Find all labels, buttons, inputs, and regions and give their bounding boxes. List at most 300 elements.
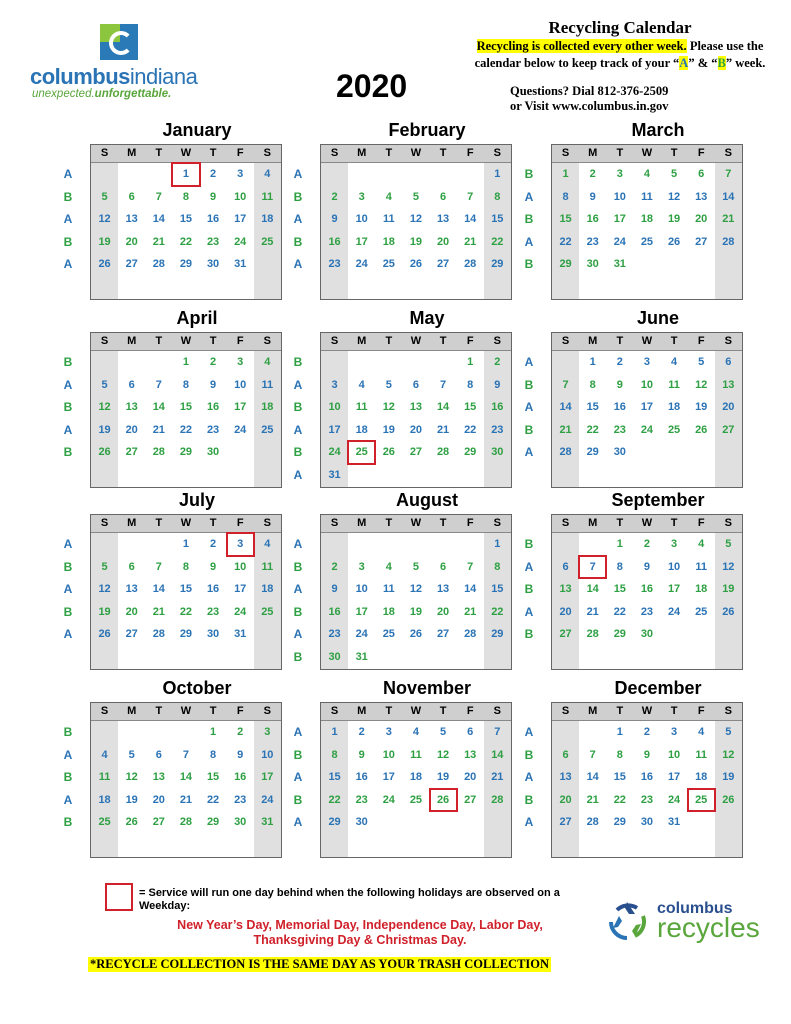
day-number: 22: [491, 605, 504, 618]
day-header: S: [493, 335, 501, 347]
day-header: T: [385, 517, 393, 529]
day-number: 8: [467, 378, 474, 391]
empty-day: [348, 163, 375, 186]
week-row: [63, 374, 281, 397]
day-cell: [91, 231, 118, 254]
day-number: 24: [355, 258, 368, 271]
day-cell: [145, 578, 172, 601]
week-letter: B: [524, 627, 534, 642]
month-title: January: [162, 120, 232, 140]
day-number: 18: [261, 583, 274, 596]
day-number: 26: [409, 628, 423, 641]
day-number: 16: [206, 401, 220, 414]
day-number: 25: [98, 816, 111, 829]
day-cell: [606, 374, 633, 397]
day-cell: [484, 744, 511, 767]
month-title: May: [409, 308, 445, 328]
day-cell: [227, 721, 254, 744]
day-cell: [661, 721, 688, 744]
day-cell: [457, 766, 484, 789]
day-number: 26: [382, 446, 395, 459]
day-number: 19: [125, 793, 138, 806]
day-number: 17: [234, 401, 247, 414]
day-number: 3: [331, 378, 338, 391]
day-cell: [145, 253, 172, 276]
day-cell: [633, 419, 660, 442]
day-number: 5: [385, 378, 392, 391]
day-header: T: [616, 147, 624, 159]
day-number: 8: [616, 560, 623, 573]
day-number: 20: [125, 423, 138, 436]
day-number: 14: [464, 583, 477, 596]
day-cell: [227, 231, 254, 254]
day-header: T: [385, 147, 393, 159]
day-number: 19: [667, 213, 681, 226]
day-number: 9: [494, 378, 501, 391]
day-cell: [172, 601, 199, 624]
empty-day: [145, 533, 172, 556]
holiday-list-line2: Thanksgiving Day & Christmas Day.: [253, 933, 467, 947]
day-cell: [348, 556, 375, 579]
week-row: [293, 208, 511, 231]
day-number: 28: [152, 628, 165, 641]
day-number: 9: [331, 583, 338, 596]
day-cell: [375, 419, 402, 442]
day-cell: [200, 601, 227, 624]
day-number: 14: [559, 401, 572, 414]
day-cell: [118, 556, 145, 579]
day-cell: [606, 811, 633, 834]
day-cell: [661, 578, 688, 601]
week-letter: A: [524, 234, 534, 249]
empty-day: [375, 351, 402, 374]
footer-note: *RECYCLE COLLECTION IS THE SAME DAY AS YOUR TRASH COLLECTION: [90, 957, 550, 971]
day-number: 7: [589, 748, 596, 761]
week-letter: B: [293, 559, 303, 574]
day-number: 5: [725, 726, 732, 738]
day-cell: [552, 789, 579, 812]
day-cell: [606, 163, 633, 186]
month-grid: [524, 332, 743, 488]
day-cell: [552, 231, 579, 254]
day-cell: [200, 231, 227, 254]
day-number: 25: [355, 446, 368, 459]
day-header: W: [180, 335, 192, 347]
week-letter: A: [63, 167, 73, 181]
day-cell: [552, 766, 579, 789]
day-cell: [661, 811, 688, 834]
day-header-row: [91, 703, 281, 721]
day-cell: [348, 744, 375, 767]
day-number: 14: [436, 401, 450, 414]
day-cell: [484, 766, 511, 789]
empty-day: [118, 721, 145, 744]
day-number: 15: [179, 401, 193, 414]
day-number: 27: [125, 258, 138, 271]
day-header: S: [330, 147, 339, 159]
day-number: 17: [355, 605, 368, 618]
day-number: 25: [695, 793, 708, 806]
day-header: S: [263, 517, 271, 529]
day-cell: [402, 766, 429, 789]
day-number: 21: [586, 793, 599, 806]
empty-day: [375, 646, 402, 669]
columbus-recycles-logo: [605, 898, 775, 943]
day-cell: [430, 744, 457, 767]
day-number: 27: [409, 446, 423, 459]
holiday-day-cell: [348, 441, 375, 464]
day-cell: [254, 766, 281, 789]
day-cell: [430, 556, 457, 579]
day-number: 16: [640, 771, 654, 784]
day-cell: [145, 789, 172, 812]
day-cell: [715, 578, 742, 601]
day-cell: [484, 721, 511, 744]
week-letter: B: [293, 747, 303, 762]
day-header: T: [670, 335, 678, 347]
day-number: 12: [667, 190, 681, 203]
day-header: F: [697, 147, 705, 159]
week-letter: A: [293, 422, 303, 437]
week-row: [63, 419, 281, 442]
day-number: 12: [409, 213, 423, 226]
week-row: [293, 721, 511, 744]
day-cell: [606, 789, 633, 812]
day-number: 20: [559, 793, 572, 806]
day-cell: [688, 351, 715, 374]
day-cell: [402, 253, 429, 276]
day-number: 7: [494, 726, 501, 738]
day-cell: [91, 811, 118, 834]
day-cell: [715, 789, 742, 812]
day-cell: [200, 253, 227, 276]
day-header: W: [641, 147, 653, 159]
week-letter: A: [524, 355, 534, 369]
day-cell: [579, 186, 606, 209]
day-header: F: [236, 517, 244, 529]
day-number: 2: [331, 190, 338, 203]
day-number: 1: [182, 168, 189, 180]
day-header: T: [155, 705, 163, 717]
day-cell: [254, 231, 281, 254]
day-number: 27: [436, 628, 450, 641]
logo-tag-b: unforgettable.: [94, 88, 172, 100]
day-header: M: [588, 517, 598, 529]
week-letter: B: [293, 355, 303, 369]
day-cell: [552, 186, 579, 209]
day-header: T: [670, 705, 678, 717]
week-letter: B: [63, 815, 73, 830]
day-number: 10: [355, 583, 368, 596]
empty-day: [375, 464, 402, 487]
week-row: [63, 744, 281, 767]
day-number: 29: [613, 628, 626, 641]
day-cell: [200, 441, 227, 464]
day-number: 18: [382, 235, 395, 248]
day-cell: [91, 396, 118, 419]
day-number: 11: [261, 190, 274, 203]
empty-day: [402, 533, 429, 556]
day-cell: [91, 766, 118, 789]
day-header: S: [493, 705, 501, 717]
day-cell: [172, 623, 199, 646]
day-header: W: [641, 335, 653, 347]
month-grid: [293, 514, 512, 670]
day-cell: [348, 601, 375, 624]
week-letter: B: [63, 604, 73, 619]
day-cell: [715, 556, 742, 579]
day-cell: [321, 789, 348, 812]
day-cell: [402, 419, 429, 442]
week-letter: B: [524, 422, 534, 437]
day-header: T: [155, 335, 163, 347]
week-row: [293, 396, 511, 419]
week-row: [63, 766, 281, 789]
week-row: [293, 789, 511, 812]
day-cell: [321, 578, 348, 601]
day-number: 11: [695, 748, 707, 761]
day-number: 12: [695, 378, 708, 391]
empty-day: [91, 163, 118, 186]
day-cell: [457, 396, 484, 419]
day-cell: [227, 789, 254, 812]
empty-day: [321, 163, 348, 186]
day-number: 29: [491, 628, 504, 641]
day-cell: [552, 163, 579, 186]
day-cell: [348, 208, 375, 231]
week-letter: B: [293, 189, 303, 204]
day-header-row: [552, 333, 742, 351]
empty-day: [145, 721, 172, 744]
day-cell: [688, 766, 715, 789]
week-row: [63, 396, 281, 419]
day-number: 13: [436, 213, 450, 226]
week-row: [293, 623, 511, 646]
day-number: 11: [695, 560, 707, 573]
day-number: 2: [643, 726, 650, 738]
day-number: 6: [562, 560, 569, 573]
day-cell: [661, 208, 688, 231]
day-cell: [348, 646, 375, 669]
day-number: 4: [698, 726, 705, 738]
day-cell: [484, 533, 511, 556]
week-letter: B: [524, 377, 534, 392]
day-cell: [606, 419, 633, 442]
day-cell: [606, 441, 633, 464]
day-cell: [552, 208, 579, 231]
day-number: 28: [152, 258, 165, 271]
day-cell: [321, 721, 348, 744]
week-letter: A: [63, 792, 73, 807]
day-number: 11: [382, 213, 395, 226]
day-header-row: [91, 515, 281, 533]
day-cell: [227, 744, 254, 767]
week-letter: A: [293, 815, 303, 830]
day-cell: [579, 374, 606, 397]
empty-day: [715, 253, 742, 276]
week-letter: A: [524, 445, 534, 460]
empty-day: [118, 163, 145, 186]
day-number: 29: [613, 816, 626, 829]
day-number: 1: [562, 168, 569, 180]
header-a-letter: A: [679, 56, 689, 70]
day-cell: [484, 231, 511, 254]
day-header-row: [552, 515, 742, 533]
day-cell: [118, 601, 145, 624]
day-cell: [552, 253, 579, 276]
day-number: 27: [695, 235, 708, 248]
week-row: [293, 374, 511, 397]
month-title: September: [611, 490, 705, 510]
day-cell: [484, 789, 511, 812]
day-cell: [348, 419, 375, 442]
day-cell: [430, 186, 457, 209]
day-header: S: [100, 705, 109, 717]
day-number: 4: [385, 560, 392, 573]
day-header: F: [466, 517, 474, 529]
day-number: 25: [261, 235, 274, 248]
day-number: 8: [182, 378, 189, 391]
day-number: 5: [128, 748, 135, 761]
day-cell: [430, 623, 457, 646]
day-number: 7: [467, 190, 474, 203]
day-header: M: [588, 705, 598, 717]
day-cell: [715, 374, 742, 397]
day-cell: [321, 811, 348, 834]
day-number: 28: [586, 816, 599, 829]
day-cell: [200, 766, 227, 789]
day-number: 17: [355, 235, 368, 248]
holiday-day-cell: [579, 556, 606, 579]
empty-day: [321, 533, 348, 556]
day-cell: [200, 163, 227, 186]
day-number: 29: [206, 816, 220, 829]
day-number: 30: [355, 816, 368, 829]
holiday-day-cell: [227, 533, 254, 556]
day-number: 9: [237, 748, 244, 761]
day-header: W: [641, 705, 653, 717]
empty-day: [688, 811, 715, 834]
day-cell: [200, 208, 227, 231]
day-cell: [402, 721, 429, 744]
day-cell: [375, 208, 402, 231]
day-cell: [321, 441, 348, 464]
header-line2-c: ” week.: [725, 56, 766, 70]
day-cell: [633, 556, 660, 579]
day-cell: [200, 789, 227, 812]
day-header: M: [127, 335, 137, 347]
week-letter: B: [63, 355, 73, 369]
week-letter: A: [293, 537, 303, 551]
week-row: [293, 419, 511, 442]
day-cell: [633, 744, 660, 767]
day-number: 17: [234, 213, 247, 226]
day-number: 18: [382, 605, 395, 618]
day-cell: [633, 186, 660, 209]
month-title: August: [396, 490, 458, 510]
day-cell: [145, 623, 172, 646]
day-number: 26: [125, 816, 138, 829]
week-letter: B: [63, 559, 73, 574]
day-cell: [200, 396, 227, 419]
day-cell: [200, 186, 227, 209]
week-letter: A: [293, 212, 303, 227]
day-number: 9: [210, 560, 217, 573]
empty-day: [402, 811, 429, 834]
day-cell: [348, 766, 375, 789]
empty-day: [118, 351, 145, 374]
week-letter: B: [63, 770, 73, 785]
day-number: 15: [586, 401, 599, 414]
day-header: T: [385, 335, 393, 347]
day-cell: [254, 419, 281, 442]
day-number: 9: [643, 748, 650, 761]
day-cell: [484, 601, 511, 624]
week-row: [63, 811, 281, 834]
day-header: S: [100, 517, 109, 529]
month-grid: [524, 514, 743, 670]
day-number: 24: [382, 793, 395, 806]
day-header: W: [410, 147, 422, 159]
day-number: 23: [586, 235, 599, 248]
day-number: 12: [409, 583, 423, 596]
week-row: [524, 441, 742, 464]
day-cell: [579, 208, 606, 231]
day-number: 12: [98, 213, 111, 226]
day-cell: [457, 578, 484, 601]
day-cell: [606, 351, 633, 374]
day-cell: [430, 578, 457, 601]
day-number: 26: [722, 793, 735, 806]
day-number: 31: [613, 258, 626, 271]
day-cell: [552, 441, 579, 464]
day-number: 10: [667, 560, 681, 573]
day-number: 1: [616, 538, 623, 550]
day-number: 26: [409, 258, 423, 271]
day-number: 7: [155, 378, 162, 391]
day-header: M: [357, 335, 367, 347]
day-header-row: [552, 703, 742, 721]
day-cell: [91, 419, 118, 442]
day-cell: [118, 578, 145, 601]
week-letter: B: [293, 445, 303, 460]
week-letter: A: [524, 559, 534, 574]
day-header: T: [209, 705, 217, 717]
day-header: M: [127, 517, 137, 529]
week-letter: A: [63, 212, 73, 227]
day-cell: [552, 601, 579, 624]
day-cell: [172, 766, 199, 789]
day-cell: [552, 396, 579, 419]
day-header: S: [724, 147, 732, 159]
day-cell: [457, 623, 484, 646]
day-number: 29: [464, 446, 477, 459]
day-cell: [402, 231, 429, 254]
day-cell: [375, 231, 402, 254]
week-letter: B: [524, 537, 534, 551]
day-cell: [254, 744, 281, 767]
day-header: S: [561, 335, 570, 347]
day-cell: [606, 744, 633, 767]
day-cell: [688, 601, 715, 624]
month-title: October: [162, 678, 232, 698]
day-header: M: [588, 335, 598, 347]
day-number: 19: [98, 235, 111, 248]
day-number: 3: [643, 356, 650, 368]
day-number: 5: [101, 190, 108, 203]
day-number: 24: [234, 605, 247, 618]
empty-day: [661, 253, 688, 276]
